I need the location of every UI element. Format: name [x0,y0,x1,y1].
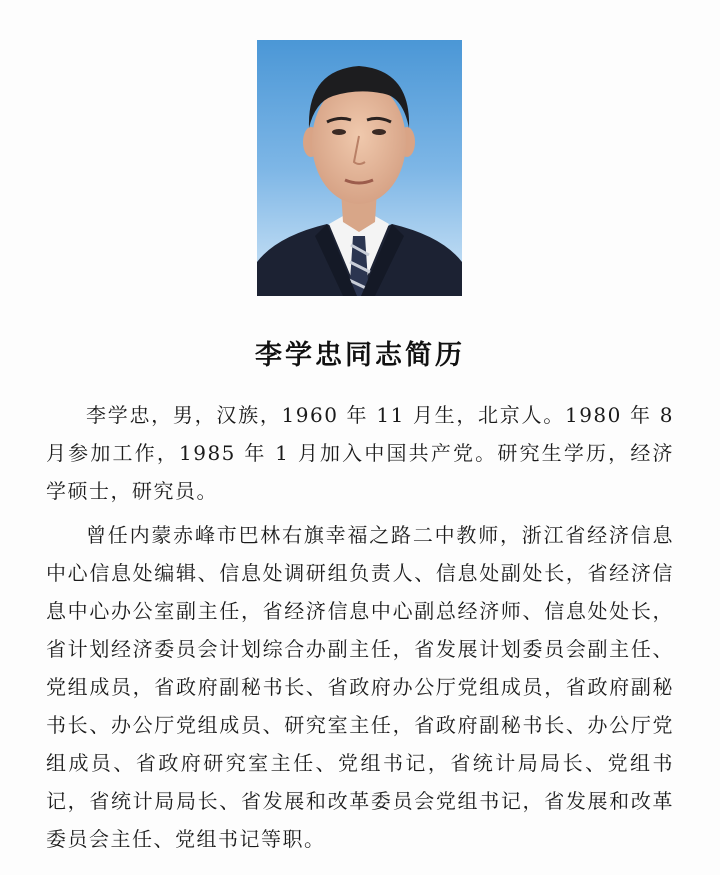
portrait-illustration [257,40,462,296]
biography-text [46,396,674,858]
right-eye [372,129,386,135]
page-title: 李学忠同志简历 [255,340,465,371]
bio-paragraph-career: 曾任内蒙赤峰市巴林右旗幸福之路二中教师，浙江省经济信息中心信息处编辑、信息处调研组负责人、信息处副处长，省经济信息中心办公室副主任，省经济信息中心副总经济师、信息处处长，省计划经济委员会计划综合办副主任，省发展计划委员会副主任、党组成员，省政府副秘书长、省政府办公厅党组成员，省政府副秘书长、办公厅党组成员、研究室主任，省政府副秘书长、办公厅党组成员、省政府研究室主任、党组书记，省统计局局长、党组书记，省统计局局长、省发展和改革委员会党组书记，省发展和改革委员会主任、党组书记等职。 [46,523,674,851]
portrait-photo [257,40,462,296]
bio-paragraph-personal: 李学忠，男，汉族，1960 年 11 月生，北京人。1980 年 8 月参加工作，1985 年 1 月加入中国共产党。研究生学历，经济学硕士，研究员。 [46,403,674,503]
left-eye [332,129,346,135]
